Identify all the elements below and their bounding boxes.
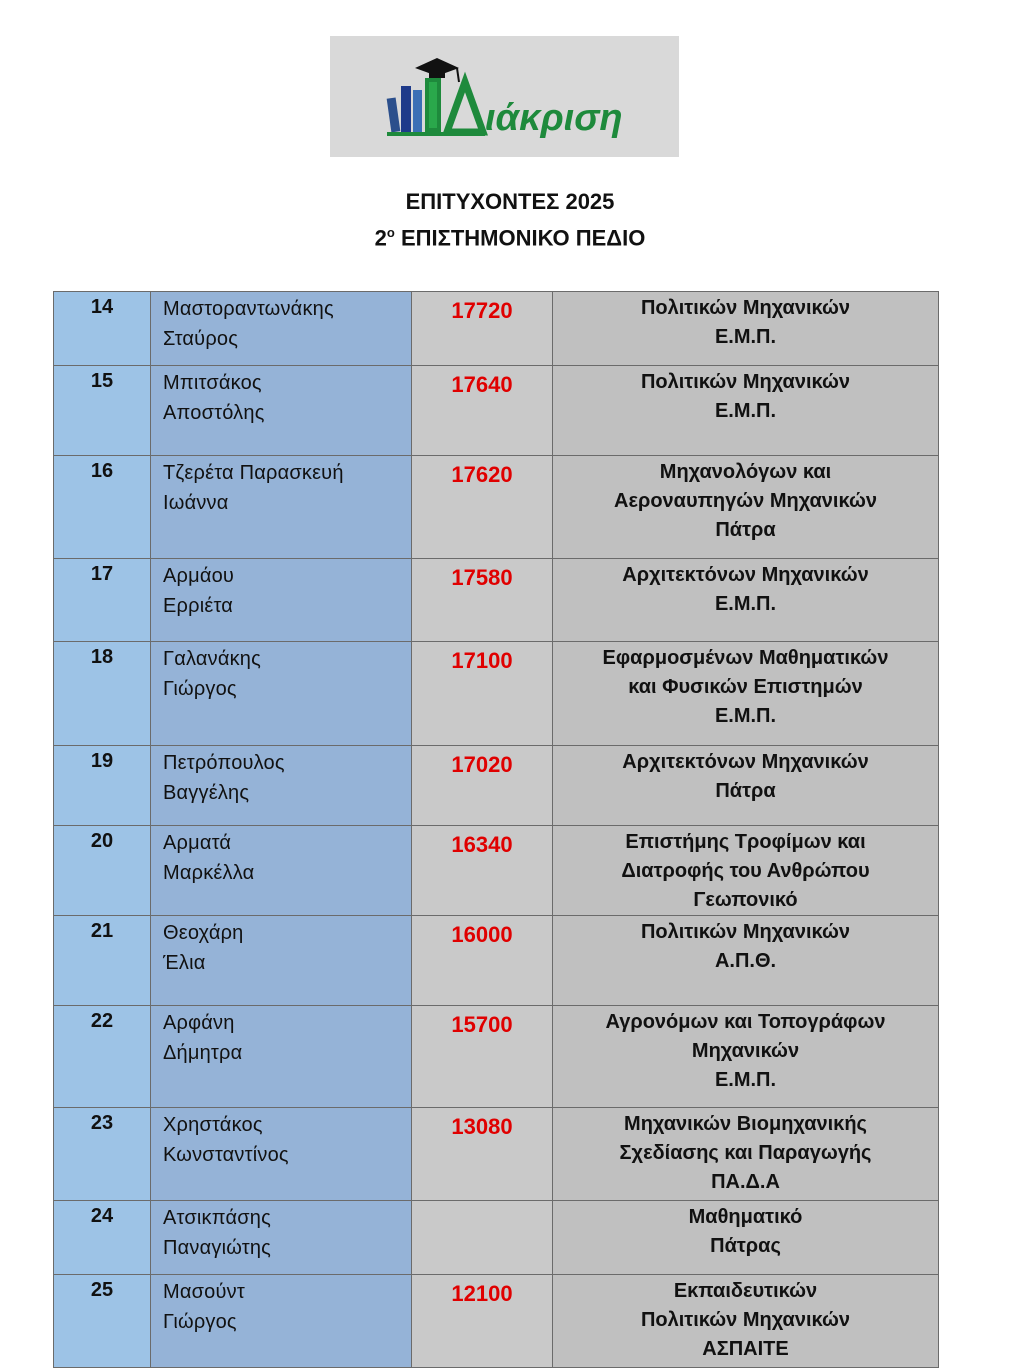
student-name-line: Ιωάννα (163, 492, 229, 514)
table-row (54, 366, 939, 456)
department-line: Πάτρα (715, 780, 776, 802)
student-name-line: Μπιτσάκος (163, 372, 262, 394)
department-line: Α.Π.Θ. (714, 950, 777, 972)
table-row (54, 916, 939, 1006)
department-line: Ε.Μ.Π. (714, 705, 777, 727)
department-cell (553, 1006, 939, 1108)
department-line: Πάτρας (710, 1235, 781, 1257)
page-title (0, 186, 1020, 253)
student-name-line: Σταύρος (163, 328, 239, 350)
rank-cell: 22 (54, 1006, 151, 1108)
department-line: Μηχανικών (691, 1040, 800, 1062)
student-name-cell (151, 826, 412, 916)
department-line: Μαθηματικό (688, 1206, 803, 1228)
department-cell (553, 456, 939, 559)
department-cell (553, 746, 939, 826)
department-line: Ε.Μ.Π. (714, 326, 777, 348)
rank-cell: 17 (54, 559, 151, 642)
department-line: ΑΣΠΑΙΤΕ (702, 1338, 789, 1360)
results-table-body (54, 292, 939, 1368)
title-line-1: ΕΠΙΤΥΧΟΝΤΕΣ 2025 (405, 189, 615, 214)
student-name-cell (151, 292, 412, 366)
department-cell (553, 642, 939, 746)
student-name-line: Πετρόπουλος (163, 752, 285, 774)
title-line-2: $2^o$ ΕΠΙΣΤΗΜΟΝΙΚΟ ΠΕΔΙΟ (374, 225, 646, 251)
student-name-cell (151, 1275, 412, 1368)
student-name-line: Αρφάνη (163, 1012, 235, 1034)
student-name-cell (151, 456, 412, 559)
rank-cell: 15 (54, 366, 151, 456)
student-name-cell (151, 642, 412, 746)
table-row (54, 1006, 939, 1108)
department-line: Πολιτικών Μηχανικών (640, 1309, 851, 1331)
student-name-line: Έλια (163, 952, 206, 974)
department-line: Ε.Μ.Π. (714, 400, 777, 422)
student-name-line: Αρμάου (163, 565, 235, 587)
table-row (54, 1275, 939, 1368)
department-cell (553, 1201, 939, 1275)
student-name-line: Ατσικπάσης (163, 1207, 271, 1229)
graduation-books-logo-icon (385, 52, 625, 142)
department-line: Πολιτικών Μηχανικών (640, 371, 851, 393)
department-line: Διατροφής του Ανθρώπου (621, 860, 870, 882)
student-name-cell (151, 1108, 412, 1201)
score-cell: 15700 (412, 1006, 553, 1108)
student-name-line: Δήμητρα (163, 1042, 243, 1064)
table-row (54, 1201, 939, 1275)
student-name-line: Γιώργος (163, 678, 237, 700)
rank-cell: 19 (54, 746, 151, 826)
department-cell (553, 916, 939, 1006)
table-row (54, 292, 939, 366)
department-line: Πάτρα (715, 519, 776, 541)
department-line: Ε.Μ.Π. (714, 593, 777, 615)
department-line: Επιστήμης Τροφίμων και (625, 831, 866, 853)
department-line: Αεροναυπηγών Μηχανικών (614, 490, 877, 512)
student-name-cell (151, 1006, 412, 1108)
rank-cell: 23 (54, 1108, 151, 1201)
student-name-line: Μαρκέλλα (163, 862, 255, 884)
student-name-line: Θεοχάρη (163, 922, 244, 944)
student-name-line: Χρηστάκος (163, 1114, 263, 1136)
table-row (54, 642, 939, 746)
department-line: Μηχανικών Βιομηχανικής (624, 1113, 867, 1135)
student-name-cell (151, 559, 412, 642)
rank-cell: 25 (54, 1275, 151, 1368)
department-line: Αγρονόμων και Τοπογράφων (605, 1011, 886, 1033)
table-row (54, 559, 939, 642)
table-row (54, 826, 939, 916)
table-row (54, 456, 939, 559)
score-cell: 17100 (412, 642, 553, 746)
rank-cell: 14 (54, 292, 151, 366)
score-cell: 17620 (412, 456, 553, 559)
department-line: Πολιτικών Μηχανικών (640, 921, 851, 943)
logo (330, 36, 679, 157)
score-cell: 16340 (412, 826, 553, 916)
student-name-line: Τζερέτα Παρασκευή (163, 462, 344, 484)
department-cell (553, 292, 939, 366)
department-line: Εφαρμοσμένων Μαθηματικών (602, 647, 889, 669)
rank-cell: 18 (54, 642, 151, 746)
department-cell (553, 559, 939, 642)
student-name-line: Ερριέτα (163, 595, 234, 617)
department-line: Αρχιτεκτόνων Μηχανικών (622, 751, 869, 773)
department-line: Γεωπονικό (693, 889, 798, 911)
department-cell (553, 1108, 939, 1201)
rank-cell: 21 (54, 916, 151, 1006)
department-line: Αρχιτεκτόνων Μηχανικών (622, 564, 869, 586)
student-name-line: Αρματά (163, 832, 232, 854)
student-name-line: Μαστοραντωνάκης (163, 298, 334, 320)
score-cell: 13080 (412, 1108, 553, 1201)
department-line: Μηχανολόγων και (659, 461, 832, 483)
student-name-line: Κωνσταντίνος (163, 1144, 289, 1166)
score-cell: 17640 (412, 366, 553, 456)
svg-text:ιάκριση: ιάκριση (484, 96, 623, 139)
score-cell: 17720 (412, 292, 553, 366)
table-row (54, 1108, 939, 1201)
rank-cell: 24 (54, 1201, 151, 1275)
student-name-cell (151, 746, 412, 826)
student-name-cell (151, 1201, 412, 1275)
score-cell (412, 1201, 553, 1275)
score-cell: 17580 (412, 559, 553, 642)
student-name-line: Γαλανάκης (163, 648, 261, 670)
department-line: και Φυσικών Επιστημών (628, 676, 863, 698)
department-cell (553, 1275, 939, 1368)
student-name-line: Γιώργος (163, 1311, 237, 1333)
student-name-line: Αποστόλης (163, 402, 265, 424)
department-line: Ε.Μ.Π. (714, 1069, 777, 1091)
rank-cell: 16 (54, 456, 151, 559)
rank-cell: 20 (54, 826, 151, 916)
student-name-line: Βαγγέλης (163, 782, 250, 804)
student-name-line: Παναγιώτης (163, 1237, 272, 1259)
score-cell: 12100 (412, 1275, 553, 1368)
table-row (54, 746, 939, 826)
department-line: ΠΑ.Δ.Α (711, 1171, 780, 1193)
department-line: Πολιτικών Μηχανικών (640, 297, 851, 319)
department-line: Εκπαιδευτικών (673, 1280, 818, 1302)
score-cell: 17020 (412, 746, 553, 826)
score-cell: 16000 (412, 916, 553, 1006)
student-name-cell (151, 366, 412, 456)
student-name-line: Μασούντ (163, 1281, 245, 1303)
department-cell (553, 826, 939, 916)
department-cell (553, 366, 939, 456)
student-name-cell (151, 916, 412, 1006)
department-line: Σχεδίασης και Παραγωγής (619, 1142, 872, 1164)
results-table (53, 291, 939, 1368)
